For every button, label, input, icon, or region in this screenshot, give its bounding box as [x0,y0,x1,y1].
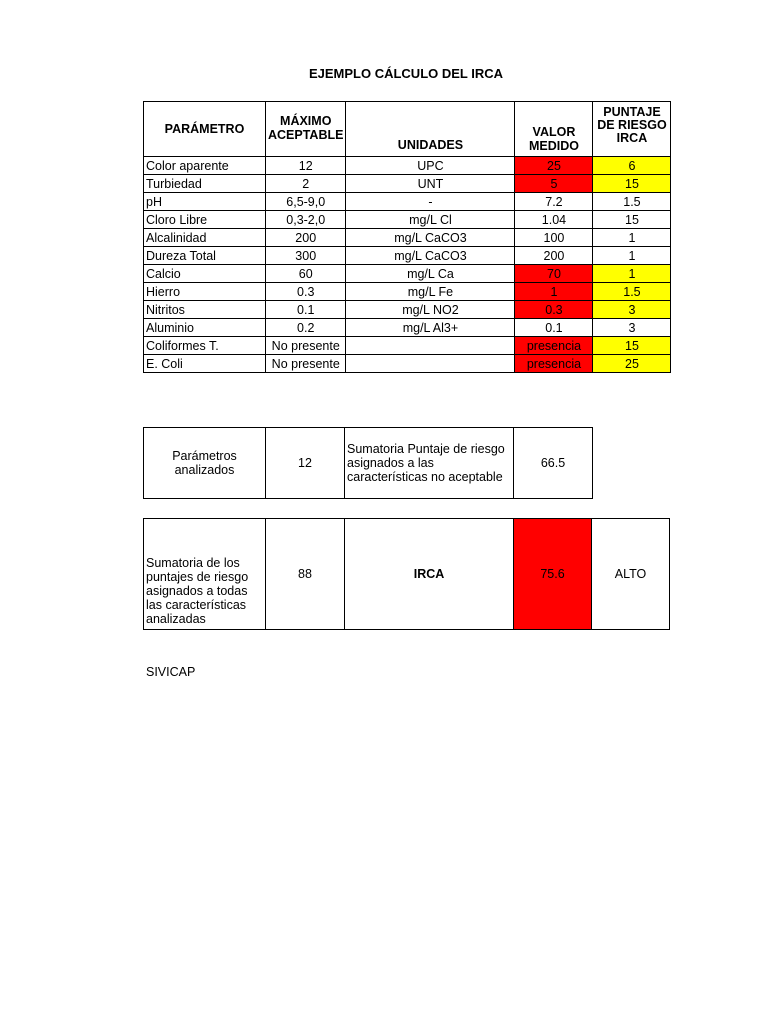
cell-parametro: Coliformes T. [144,337,266,355]
cell-valor: 1 [515,283,593,301]
sumatoria-total-label: Sumatoria de los puntajes de riesgo asignados a todas las características analizadas [144,519,266,630]
cell-puntaje: 1 [593,229,671,247]
cell-valor: 0.1 [515,319,593,337]
table-row [144,283,671,301]
table-row [144,175,671,193]
cell-parametro: E. Coli [144,355,266,373]
table-row [144,211,671,229]
cell-unidades: UPC [346,157,515,175]
cell-valor: 7.2 [515,193,593,211]
header-valor: VALOR MEDIDO [515,102,593,157]
table-row [144,301,671,319]
cell-unidades: mg/L Ca [346,265,515,283]
cell-unidades: mg/L NO2 [346,301,515,319]
cell-parametro: Alcalinidad [144,229,266,247]
cell-puntaje: 1 [593,247,671,265]
summary-table-2 [143,518,670,630]
table-row [144,337,671,355]
cell-maximo: No presente [266,337,346,355]
cell-maximo: 0.3 [266,283,346,301]
cell-maximo: 60 [266,265,346,283]
cell-valor: 0.3 [515,301,593,319]
table-row [144,157,671,175]
cell-puntaje: 15 [593,337,671,355]
cell-maximo: 2 [266,175,346,193]
cell-parametro: Cloro Libre [144,211,266,229]
cell-maximo: 200 [266,229,346,247]
cell-unidades: mg/L Cl [346,211,515,229]
cell-valor: 100 [515,229,593,247]
cell-maximo: 12 [266,157,346,175]
cell-puntaje: 25 [593,355,671,373]
cell-valor: presencia [515,355,593,373]
cell-puntaje: 15 [593,211,671,229]
table-row [144,229,671,247]
cell-puntaje: 1 [593,265,671,283]
cell-puntaje: 6 [593,157,671,175]
cell-maximo: 300 [266,247,346,265]
cell-parametro: Aluminio [144,319,266,337]
cell-maximo: 0.1 [266,301,346,319]
cell-parametro: Dureza Total [144,247,266,265]
cell-puntaje: 1.5 [593,283,671,301]
cell-unidades: mg/L CaCO3 [346,247,515,265]
cell-valor: presencia [515,337,593,355]
cell-parametro: Turbiedad [144,175,266,193]
table-row [144,247,671,265]
cell-valor: 5 [515,175,593,193]
cell-parametro: Nitritos [144,301,266,319]
sumatoria-no-aceptable-value: 66.5 [514,428,593,499]
cell-puntaje: 1.5 [593,193,671,211]
cell-puntaje: 3 [593,301,671,319]
header-unidades: UNIDADES [346,102,515,157]
cell-parametro: Color aparente [144,157,266,175]
cell-unidades: UNT [346,175,515,193]
cell-parametro: pH [144,193,266,211]
irca-label: IRCA [345,519,514,630]
cell-valor: 1.04 [515,211,593,229]
cell-maximo: 0,3-2,0 [266,211,346,229]
irca-value: 75.6 [514,519,592,630]
header-parametro: PARÁMETRO [144,102,266,157]
table-row [144,319,671,337]
cell-puntaje: 15 [593,175,671,193]
header-maximo: MÁXIMO ACEPTABLE [266,102,346,157]
cell-unidades: mg/L Al3+ [346,319,515,337]
header-puntaje: PUNTAJE DE RIESGO IRCA [593,102,671,157]
cell-unidades: - [346,193,515,211]
parametros-analizados-count: 12 [266,428,345,499]
cell-maximo: 0.2 [266,319,346,337]
cell-maximo: 6,5-9,0 [266,193,346,211]
cell-valor: 200 [515,247,593,265]
cell-valor: 70 [515,265,593,283]
cell-valor: 25 [515,157,593,175]
cell-parametro: Calcio [144,265,266,283]
page-title: EJEMPLO CÁLCULO DEL IRCA [308,66,504,81]
table-row [144,193,671,211]
cell-puntaje: 3 [593,319,671,337]
cell-unidades [346,355,515,373]
sumatoria-total-value: 88 [266,519,345,630]
sumatoria-no-aceptable-label: Sumatoria Puntaje de riesgo asignados a las características no aceptable [345,428,514,499]
cell-unidades: mg/L Fe [346,283,515,301]
table-row [144,355,671,373]
footer-label: SIVICAP [146,665,196,679]
parametros-analizados-label: Parámetros analizados [144,428,266,499]
summary-table-1 [143,427,593,499]
cell-parametro: Hierro [144,283,266,301]
cell-unidades [346,337,515,355]
irca-table [143,101,671,373]
table-row [144,265,671,283]
cell-maximo: No presente [266,355,346,373]
cell-unidades: mg/L CaCO3 [346,229,515,247]
irca-level: ALTO [592,519,670,630]
